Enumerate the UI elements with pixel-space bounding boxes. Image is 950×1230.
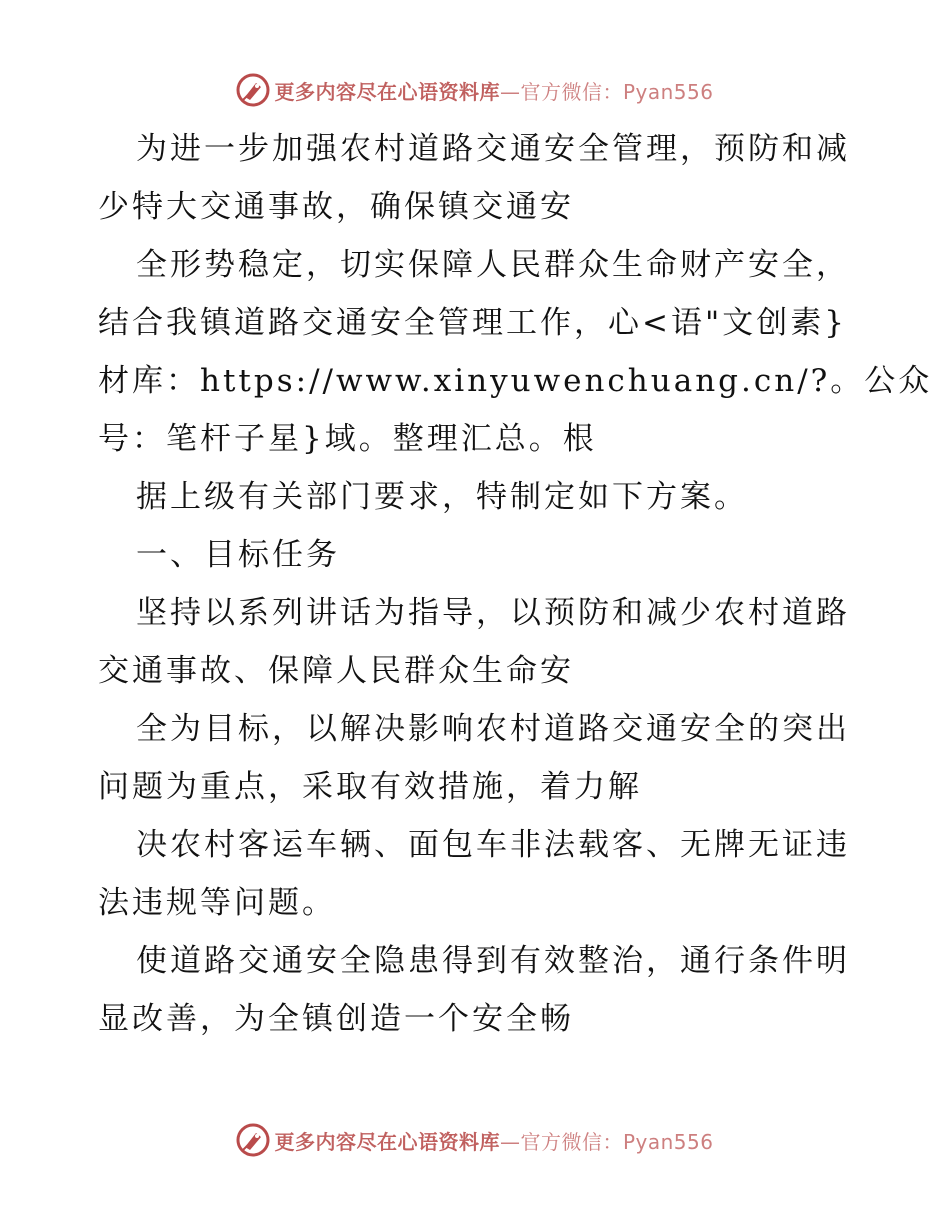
text-line: 为进一步加强农村道路交通安全管理，预防和减 — [136, 131, 850, 167]
text-line: 全为目标，以解决影响农村道路交通安全的突出 — [136, 711, 850, 747]
banner-text — [274, 76, 713, 105]
text-line: 少特大交通事故，确保镇交通安 — [98, 189, 574, 225]
banner-main-text: 更多内容尽在心语资料库 — [274, 79, 500, 104]
text-line: 法违规等问题。 — [98, 885, 336, 921]
text-line: 号：笔杆子星}域。整理汇总。根 — [98, 421, 597, 457]
footer-banner — [0, 1120, 950, 1160]
text-line: 交通事故、保障人民群众生命安 — [98, 653, 574, 689]
banner-main-text: 更多内容尽在心语资料库 — [274, 1129, 500, 1154]
banner-wechat-text: —官方微信：Pyan556 — [499, 1129, 714, 1154]
text-line: 使道路交通安全隐患得到有效整治，通行条件明 — [136, 943, 850, 979]
section-heading: 一、目标任务 — [136, 537, 340, 573]
text-line: 据上级有关部门要求，特制定如下方案。 — [136, 479, 748, 515]
text-line: 全形势稳定，切实保障人民群众生命财产安全， — [136, 247, 850, 283]
text-line: 结合我镇道路交通安全管理工作，心<语"文创素} — [98, 305, 847, 341]
banner-wechat-text: —官方微信：Pyan556 — [499, 79, 714, 104]
pen-nib-logo-icon — [236, 73, 270, 107]
text-line: 显改善，为全镇创造一个安全畅 — [98, 1001, 574, 1037]
banner-text — [274, 1126, 713, 1155]
text-line: 决农村客运车辆、面包车非法载客、无牌无证违 — [136, 827, 850, 863]
document-body — [98, 120, 933, 1048]
pen-nib-logo-icon — [236, 1123, 270, 1157]
text-line: 问题为重点，采取有效措施，着力解 — [98, 769, 642, 805]
header-banner — [0, 70, 950, 110]
text-line: 坚持以系列讲话为指导，以预防和减少农村道路 — [136, 595, 850, 631]
text-line: 材库：https://www.xinyuwenchuang.cn/?。公众 — [98, 363, 933, 399]
